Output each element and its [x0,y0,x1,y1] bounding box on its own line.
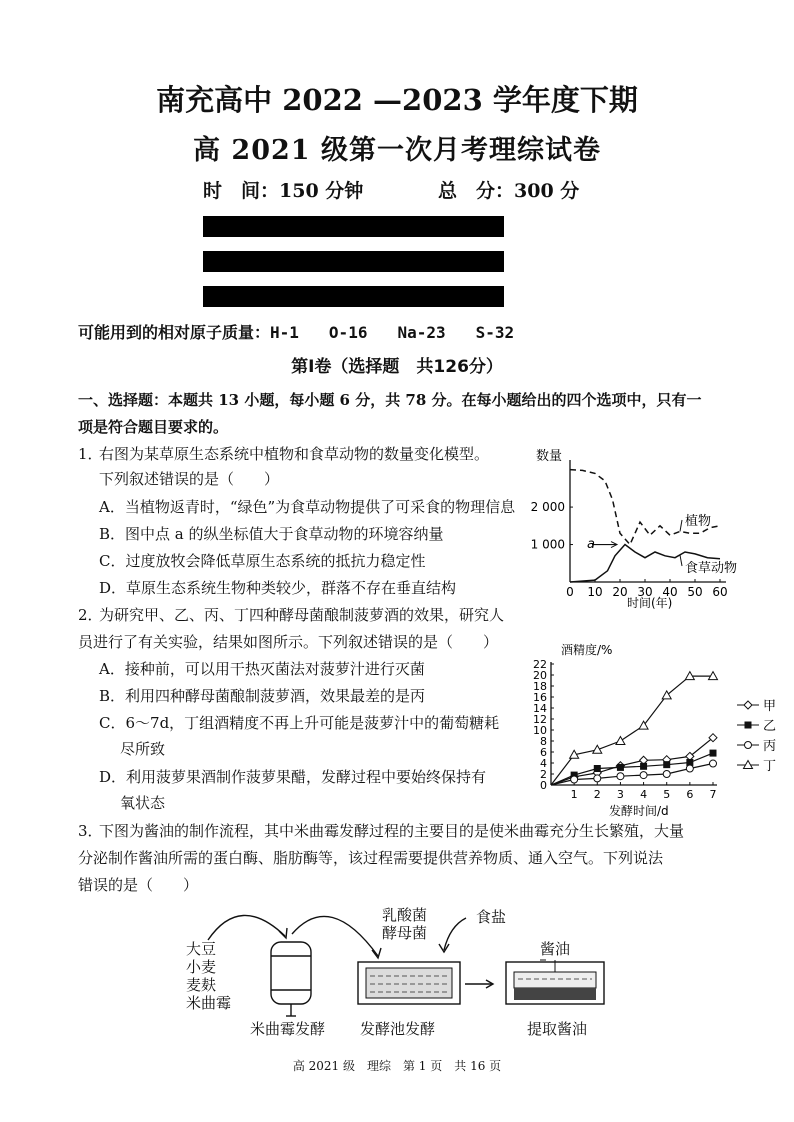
input-item: 大豆 [186,940,217,958]
option-d: D．草原生态系统生物种类较少，群落不存在垂直结构 [99,579,457,597]
option-d-continued: 氧状态 [120,794,166,812]
legend-marker [745,722,752,729]
y-tick-label: 22 [533,658,547,671]
population-chart-ylabel: 数量 [536,449,563,464]
question-stem-line: 员进行了有关实验，结果如图所示。下列叙述错误的是（ ） [78,633,499,651]
microbe-label: 酵母菌 [382,924,428,942]
option-a: A．接种前，可以用干热灭菌法对菠萝汁进行灭菌 [99,660,425,678]
y-tick-label: 12 [533,713,547,726]
population-chart-plot [531,460,728,599]
input-item: 麦麸 [186,976,217,994]
input-item: 小麦 [186,958,217,976]
y-tick-label: 2 [540,768,547,781]
data-point [710,760,717,767]
legend-marker [745,742,752,749]
exam-total-score: 总 分：300 分 [438,180,580,202]
stage1-label: 米曲霉发酵 [250,1020,326,1038]
x-tick-label: 10 [587,585,603,599]
option-d: D．利用菠萝果酒制作菠萝果醋，发酵过程中要始终保持有 [99,768,487,786]
population-chart-xlabel: 时间(年) [627,596,673,610]
y-tick-label: 14 [533,702,547,715]
atomic-masses-label: 可能用到的相对原子质量： [78,323,271,342]
question-stem-line: 错误的是（ ） [78,876,199,894]
option-c: C．过度放牧会降低草原生态系统的抵抗力稳定性 [99,552,426,570]
atomic-mass-item: Na-23 [397,323,446,342]
data-point [686,765,693,772]
section-title: 第Ⅰ卷（选择题 共126分） [291,357,503,377]
legend-marker [744,701,752,709]
alcohol-chart-ylabel: 酒精度/% [561,643,613,657]
atomic-mass-item: O-16 [328,323,368,342]
question-stem-line: 分泌制作酱油所需的蛋白酶、脂肪酶等，该过程需要提供营养物质、通入空气。下列说法 [78,849,664,867]
exam-subtitle: 高 2021 级第一次月考理综试卷 [193,135,601,166]
data-point [617,764,624,771]
extraction-tank-icon [506,960,604,1004]
legend-label: 甲 [763,699,777,714]
question-stem-line: 右图为某草原生态系统中植物和食草动物的数量变化模型。 [99,445,490,463]
alcohol-chart [525,642,787,820]
x-tick-label: 3 [616,788,624,801]
y-tick-label: 4 [540,757,547,770]
data-point [663,761,670,768]
data-point [663,771,670,778]
x-tick-label: 6 [686,788,694,801]
x-tick-label: 60 [712,585,728,599]
x-tick-label: 30 [637,585,653,599]
legend-label: 丁 [763,759,777,774]
y-tick-label: 2 000 [530,500,565,515]
y-tick-label: 20 [533,669,547,682]
option-c: C．6～7d，丁组酒精度不再上升可能是菠萝汁中的葡萄糖耗 [99,714,500,732]
y-tick-label: 6 [540,746,547,759]
alcohol-chart-xlabel: 发酵时间/d [609,804,669,818]
flow-arrow [208,915,285,940]
flow-arrow [292,916,378,956]
point-a-label: a [587,537,595,552]
x-tick-label: 50 [687,585,703,599]
plant-series-label: 植物 [685,514,712,529]
instructions-line: 一、选择题：本题共 13 小题，每小题 6 分，共 78 分。在每小题给出的四个选项中，只有一 [78,391,702,409]
y-tick-label: 8 [540,735,547,748]
x-tick-label: 7 [709,788,717,801]
x-tick-label: 1 [570,788,578,801]
alcohol-chart-plot [533,658,776,801]
question-number: 1． [78,445,103,463]
herbivore-label-leader [680,555,682,566]
atomic-mass-item: H-1 [270,323,299,342]
y-tick-label: 18 [533,680,547,693]
salt-arrow [444,918,466,950]
data-point [617,773,624,780]
atomic-mass-item: S-32 [475,323,515,342]
herbivore-series-label: 食草动物 [685,561,738,576]
microbe-label: 乳酸菌 [382,906,428,924]
x-tick-label: 20 [612,585,628,599]
option-c-continued: 尽所致 [120,740,166,758]
salt-label: 食盐 [476,908,507,926]
plant-series-line [570,470,720,545]
population-chart [525,442,745,617]
stage2-label: 发酵池发酵 [360,1020,436,1038]
legend-label: 乙 [763,719,777,734]
output-label: 酱油 [540,940,571,958]
page-footer: 高 2021 级 理综 第 1 页 共 16 页 [292,1059,502,1073]
y-tick-label: 1 000 [530,537,565,552]
legend-label: 丙 [763,739,777,754]
option-b: B．利用四种酵母菌酿制菠萝酒，效果最差的是丙 [99,687,426,705]
data-point [571,776,578,783]
input-item: 米曲霉 [186,994,232,1012]
data-point [593,745,602,753]
y-tick-label: 10 [533,724,547,737]
question-stem-line: 为研究甲、乙、丙、丁四种酵母菌酿制菠萝酒的效果，研究人 [99,606,505,624]
x-tick-label: 40 [662,585,678,599]
x-tick-label: 5 [663,788,671,801]
question-stem-line: 下图为酱油的制作流程，其中米曲霉发酵过程的主要目的是使米曲霉充分生长繁殖，大量 [99,822,685,840]
option-b: B．图中点 a 的纵坐标值大于食草动物的环境容纳量 [99,525,444,543]
data-point [594,765,601,772]
exam-title: 南充高中 2022 —2023 学年度下期 [156,83,638,117]
x-tick-label: 0 [566,585,574,599]
data-point [640,772,647,779]
redaction-bar [203,251,504,272]
y-tick-label: 0 [540,779,547,792]
fermentation-pool-icon [358,962,460,1004]
option-a: A．当植物返青时，“绿色”为食草动物提供了可采食的物理信息 [99,498,516,516]
redaction-bar [203,216,504,237]
question-number: 2． [78,606,103,624]
redaction-bar [203,286,504,307]
plant-label-leader [680,520,682,531]
data-point [710,750,717,757]
fermentation-tank-icon [271,942,311,1016]
soy-sauce-flow-diagram [170,898,630,1046]
y-tick-label: 16 [533,691,547,704]
data-point [616,737,625,745]
data-point [594,775,601,782]
question-number: 3． [78,822,103,840]
stage3-label: 提取酱油 [527,1020,588,1038]
question-stem-line: 下列叙述错误的是（ ） [99,470,280,488]
instructions-line: 项是符合题目要求的。 [78,418,229,436]
x-tick-label: 2 [593,788,601,801]
data-point [640,763,647,770]
exam-time: 时 间：150 分钟 [203,180,364,202]
atomic-masses [78,320,514,343]
x-tick-label: 4 [640,788,648,801]
